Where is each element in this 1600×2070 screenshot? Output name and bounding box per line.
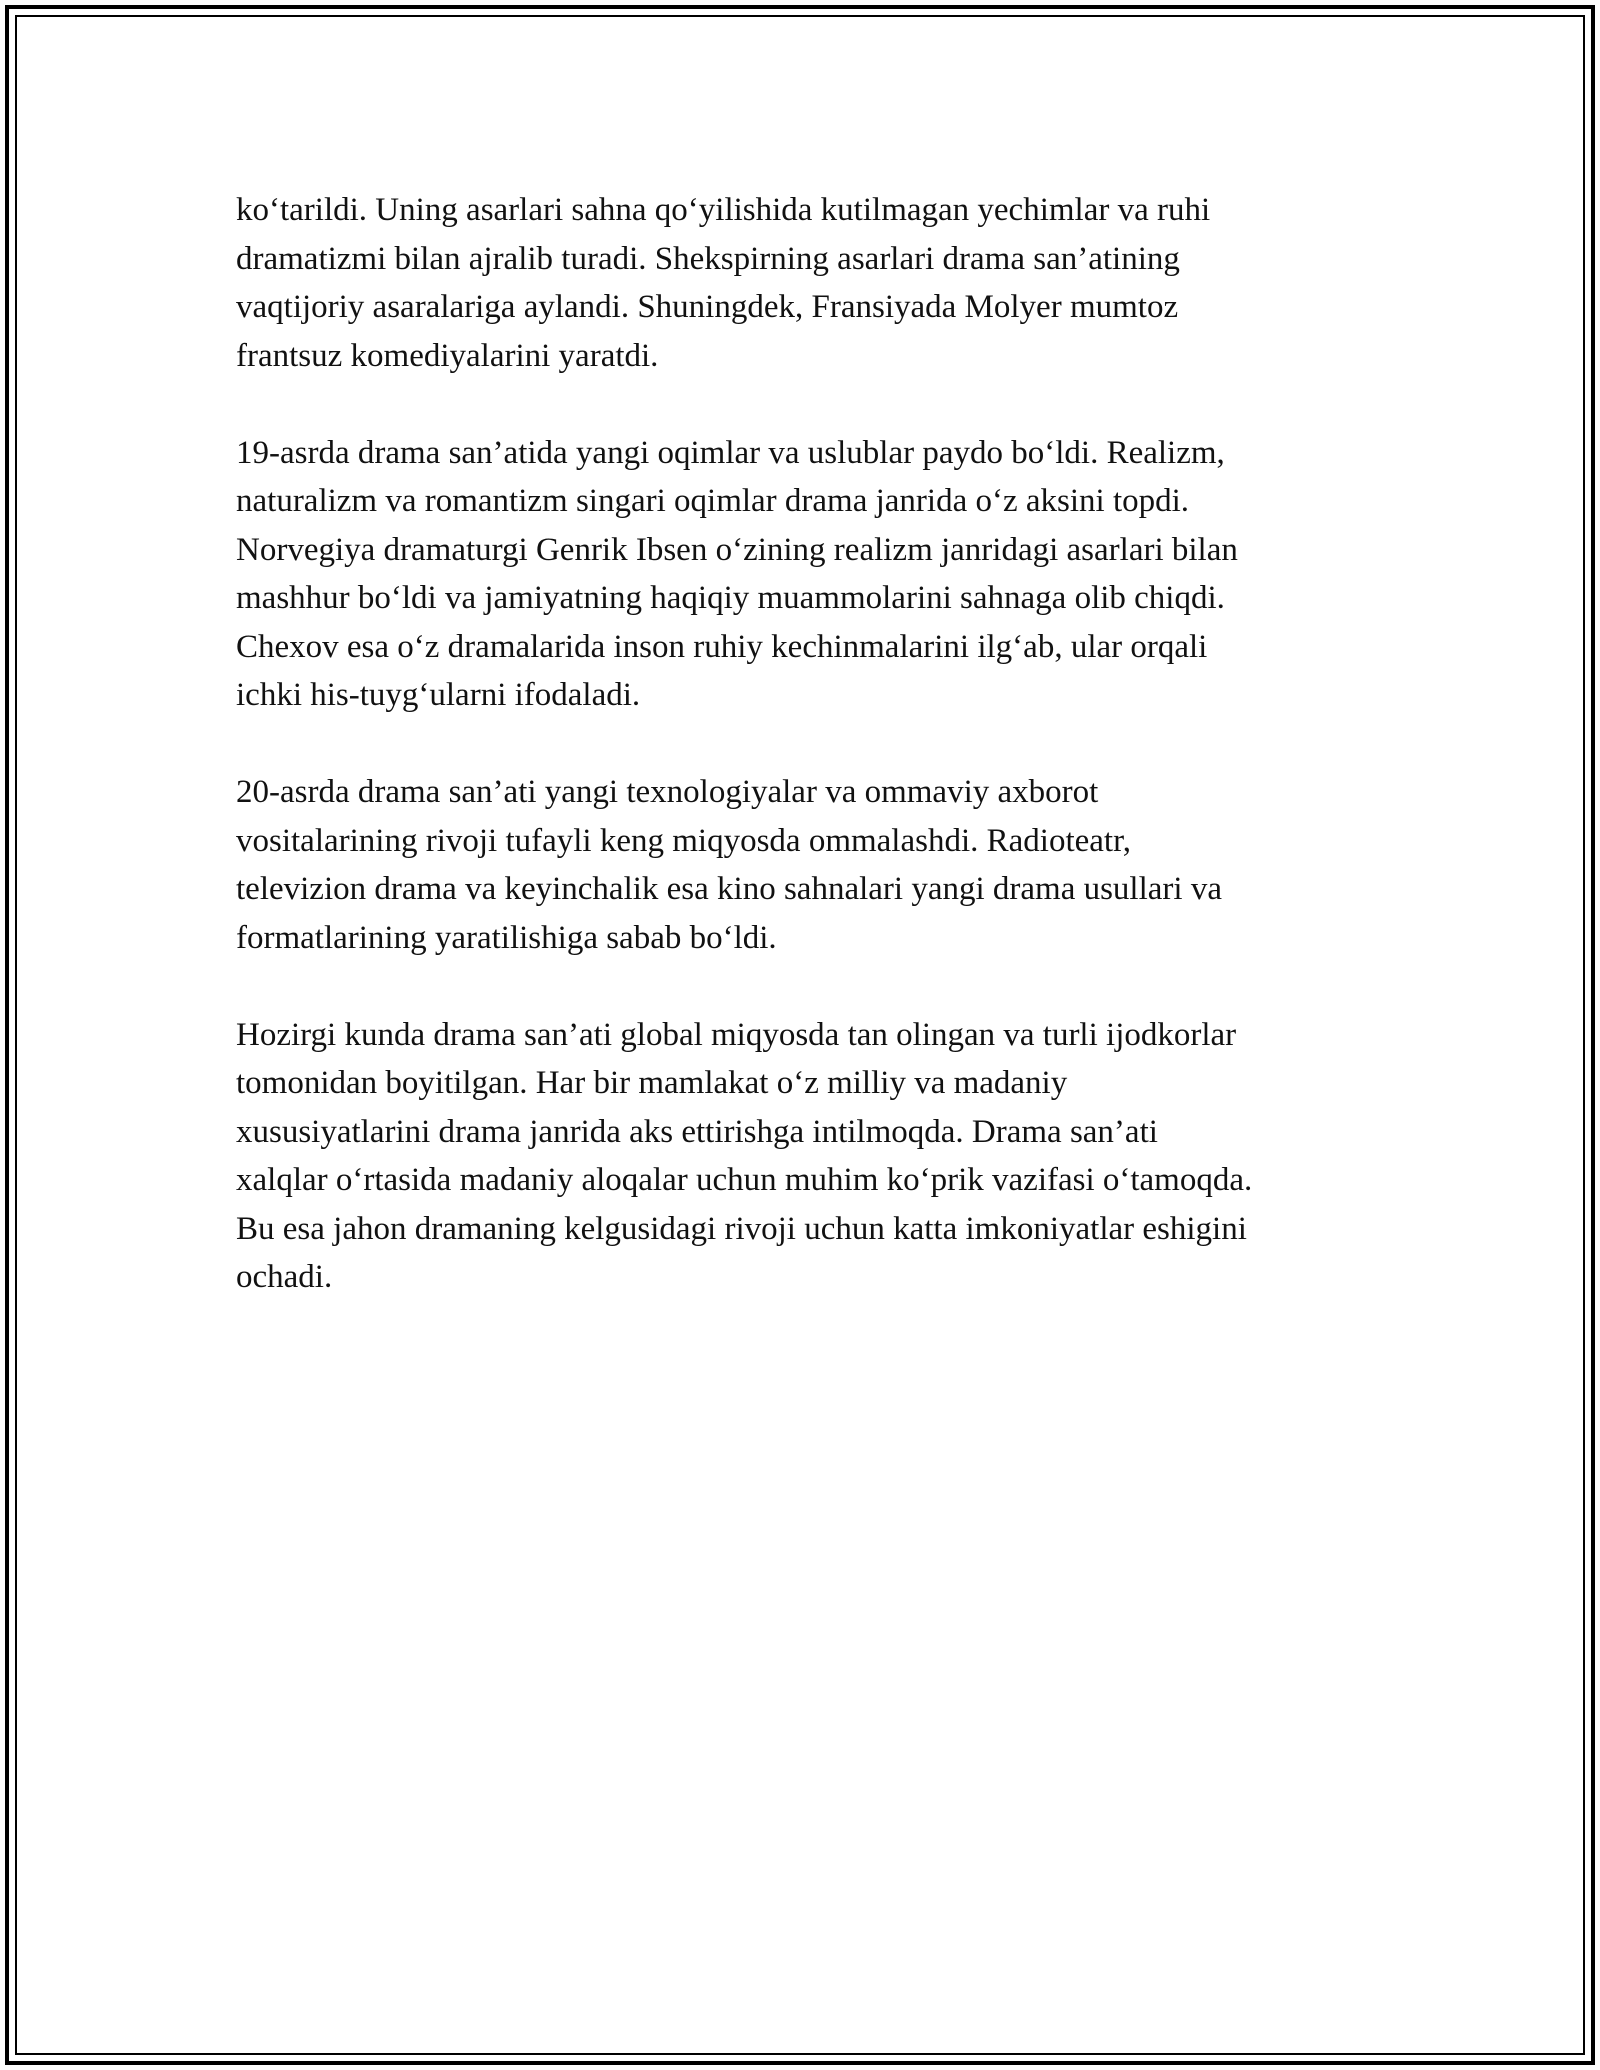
text-line: naturalizm va romantizm singari oqimlar drama janrida o‘z aksini topdi. [236, 483, 1190, 519]
text-line: xususiyatlarini drama janrida aks ettirishga intilmoqda. Drama san’ati [236, 1113, 1158, 1150]
text-line: xalqlar o‘rtasida madaniy aloqalar uchun muhim ko‘prik vazifasi o‘tamoqda. [236, 1162, 1253, 1198]
paragraph-20th-century [236, 768, 1376, 962]
text-line: Norvegiya dramaturgi Genrik Ibsen o‘zining realizm janridagi asarlari bilan [236, 531, 1238, 568]
text-line: 20-asrda drama san’ati yangi texnologiyalar va ommaviy axborot [236, 774, 1099, 810]
text-line: ochadi. [236, 1259, 333, 1295]
paragraph-present-day [236, 1011, 1376, 1302]
text-line: Chexov esa o‘z dramalarida inson ruhiy kechinmalarini ilg‘ab, ular orqali [236, 628, 1208, 665]
text-line: vaqtijoriy asaralariga aylandi. Shuningdek, Fransiyada Molyer mumtoz [236, 289, 1179, 325]
text-line: mashhur bo‘ldi va jamiyatning haqiqiy muammolarini sahnaga olib chiqdi. [236, 580, 1225, 616]
text-line: frantsuz komediyalarini yaratdi. [236, 337, 659, 374]
paragraph-19th-century [236, 429, 1376, 720]
text-line: Bu esa jahon dramaning kelgusidagi rivoji uchun katta imkoniyatlar eshigini [236, 1210, 1247, 1247]
text-line: ichki his-tuyg‘ularni ifodaladi. [236, 677, 641, 713]
text-line: 19-asrda drama san’atida yangi oqimlar va uslublar paydo bo‘ldi. Realizm, [236, 434, 1225, 471]
document-body [236, 186, 1376, 1350]
text-line: Hozirgi kunda drama san’ati global miqyosda tan olingan va turli ijodkorlar [236, 1016, 1237, 1053]
text-line: tomonidan boyitilgan. Har bir mamlakat o‘z milliy va madaniy [236, 1065, 1068, 1101]
text-line: televizion drama va keyinchalik esa kino sahnalari yangi drama usullari va [236, 871, 1222, 907]
text-line: formatlarining yaratilishiga sabab bo‘ldi. [236, 919, 777, 956]
text-line: dramatizmi bilan ajralib turadi. Shekspirning asarlari drama san’atining [236, 240, 1180, 277]
paragraph-renaissance [236, 186, 1376, 380]
text-line: vositalarining rivoji tufayli keng miqyosda ommalashdi. Radioteatr, [236, 822, 1132, 859]
text-line: ko‘tarildi. Uning asarlari sahna qo‘yilishida kutilmagan yechimlar va ruhi [236, 192, 1211, 228]
